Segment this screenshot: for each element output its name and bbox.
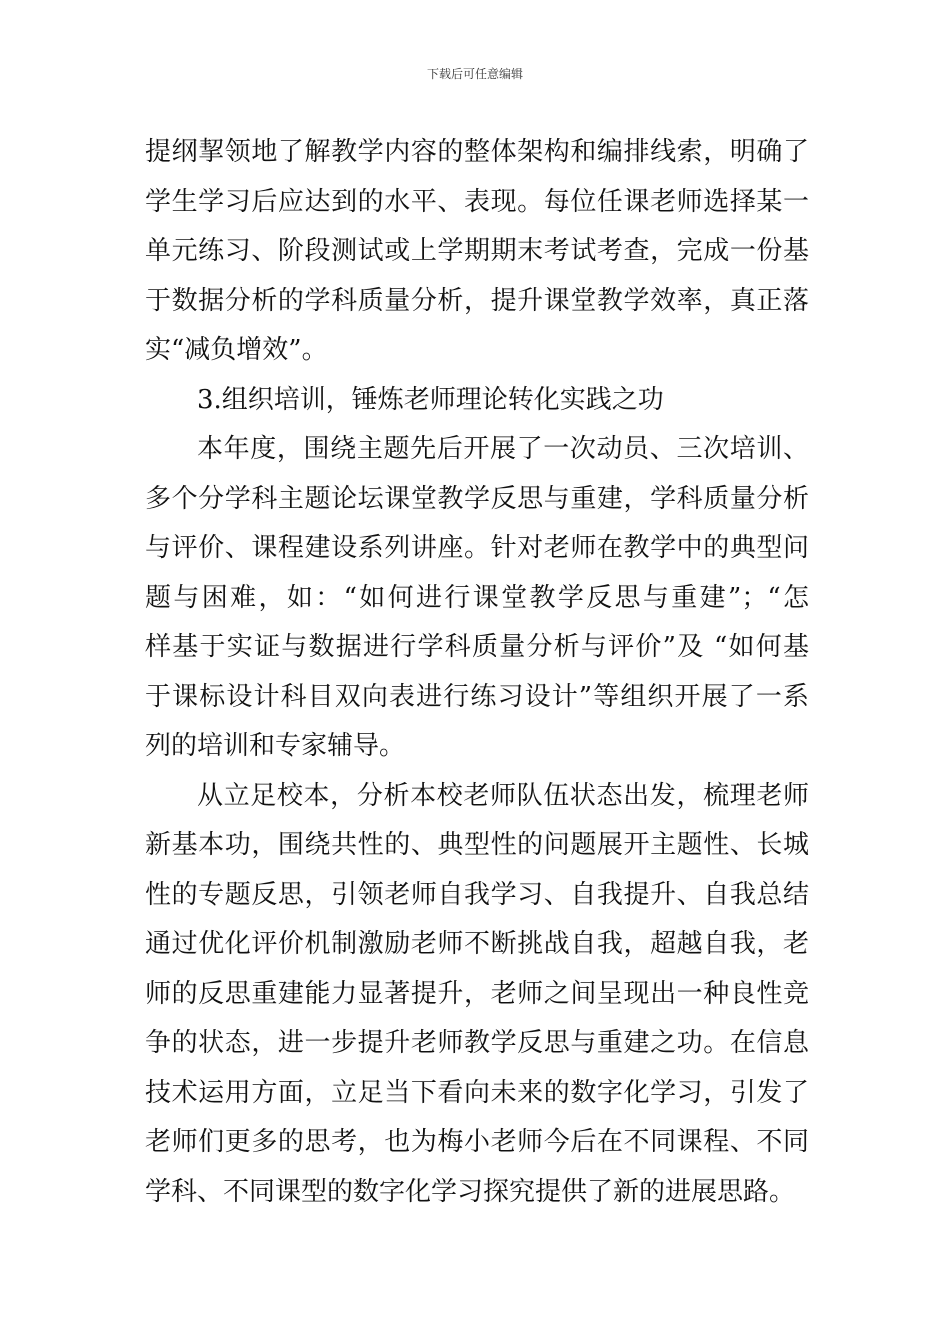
text-line: 老师们更多的思考，也为梅小老师今后在不同课程、不同 [145,1127,809,1157]
text-line: 单元练习、阶段测试或上学期期末考试考查，完成一份基 [145,236,809,266]
text-line: 通过优化评价机制激励老师不断挑战自我，超越自我，老 [145,929,809,959]
text-line: 提纲挈领地了解教学内容的整体架构和编排线索，明确了 [145,137,809,167]
text-line: 技术运用方面，立足当下看向未来的数字化学习，引发了 [145,1077,809,1108]
page-header: 下载后可任意编辑 [426,67,523,81]
paragraph-3 [145,425,809,772]
text-line: 题与困难，如：“如何进行课堂教学反思与重建”；“怎 [145,582,809,613]
text-line: 学生学习后应达到的水平、表现。每位任课老师选择某一 [145,186,809,217]
text-line: 争的状态，进一步提升老师教学反思与重建之功。在信息 [145,1028,809,1058]
text-line: 多个分学科主题论坛课堂教学反思与重建，学科质量分析 [145,483,809,514]
text-line: 于课标设计科目双向表进行练习设计”等组织开展了一系 [145,681,809,712]
paragraph-1 [145,128,809,376]
text-line: 于数据分析的学科质量分析，提升课堂教学效率，真正落 [145,285,809,316]
text-line: 从立足校本，分析本校老师队伍状态出发，梳理老师 [197,780,809,811]
paragraph-4 [145,772,809,1218]
section-heading [145,376,809,426]
text-line: 列的培训和专家辅导。 [145,731,406,761]
text-line: 实“减负增效”。 [145,335,328,365]
text-line: 新基本功，围绕共性的、典型性的问题展开主题性、长城 [145,830,809,860]
text-line: 性的专题反思，引领老师自我学习、自我提升、自我总结 [145,879,809,910]
text-line: 本年度，围绕主题先后开展了一次动员、三次培训、 [197,434,809,464]
text-line: 学科、不同课型的数字化学习探究提供了新的进展思路。 [145,1176,796,1207]
section-heading-text: 3.组织培训，锤炼老师理论转化实践之功 [197,384,664,415]
document-body [145,128,809,1217]
text-line: 样基于实证与数据进行学科质量分析与评价”及 “如何基 [145,632,809,662]
text-line: 师的反思重建能力显著提升，老师之间呈现出一种良性竞 [145,978,809,1009]
text-line: 与评价、课程建设系列讲座。针对老师在教学中的典型问 [145,533,809,563]
